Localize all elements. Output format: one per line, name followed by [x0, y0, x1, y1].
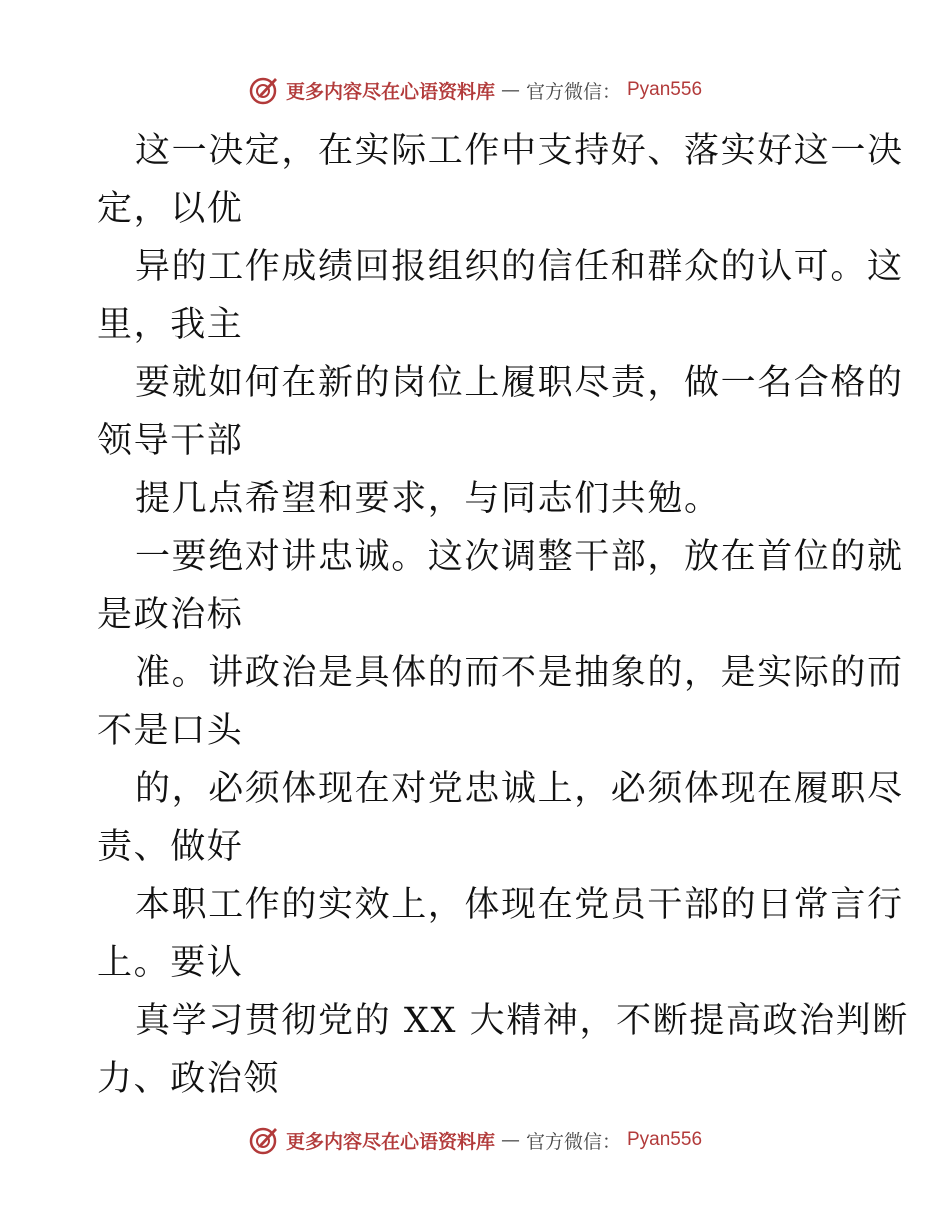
- document-body: [97, 122, 909, 1108]
- paragraph-line-2: 不是口头: [97, 711, 244, 751]
- footer-dash: —: [500, 1129, 520, 1151]
- paragraph: [97, 470, 857, 528]
- paragraph-line-1: 一要绝对讲忠诚。这次调整干部，放在首位的就: [135, 537, 904, 577]
- paragraph-line-1: 异的工作成绩回报组织的信任和群众的认可。这: [135, 247, 904, 287]
- paragraph-line-1: 真学习贯彻党的 XX 大精神，不断提高政治判断: [135, 1001, 909, 1041]
- paragraph: [97, 238, 904, 354]
- paragraph-line-2: 责、做好: [97, 827, 244, 867]
- header-dash: —: [500, 79, 520, 101]
- paragraph: [97, 644, 904, 760]
- paragraph-line-2: 上。要认: [97, 943, 244, 983]
- header-wechat-label: 官方微信：: [525, 80, 621, 103]
- header-site-name: 更多内容尽在心语资料库: [285, 80, 495, 103]
- footer-site-name: 更多内容尽在心语资料库: [285, 1130, 495, 1153]
- paragraph: [97, 122, 904, 238]
- paragraph-line-1: 提几点希望和要求，与同志们共勉。: [135, 479, 721, 519]
- paragraph-line-1: 准。讲政治是具体的而不是抽象的，是实际的而: [135, 653, 904, 693]
- paragraph: [97, 528, 904, 644]
- paragraph-line-2: 是政治标: [97, 595, 244, 635]
- paragraph: [97, 876, 904, 992]
- paragraph: [97, 992, 909, 1108]
- paragraph-line-1: 本职工作的实效上，体现在党员干部的日常言行: [135, 885, 904, 925]
- header-wechat-id: Pyan556: [627, 79, 703, 100]
- footer-wechat-label: 官方微信：: [525, 1130, 621, 1153]
- header-watermark-banner: [0, 70, 950, 110]
- paragraph-line-1: 要就如何在新的岗位上履职尽责，做一名合格的: [135, 363, 904, 403]
- paragraph-line-2: 力、政治领: [97, 1059, 281, 1099]
- paragraph-line-2: 定，以优: [97, 189, 244, 229]
- paragraph-line-2: 领导干部: [97, 421, 244, 461]
- paragraph: [97, 354, 904, 470]
- paragraph-line-1: 的，必须体现在对党忠诚上，必须体现在履职尽: [135, 769, 904, 809]
- footer-wechat-id: Pyan556: [627, 1129, 703, 1150]
- quill-logo-icon: [248, 1124, 280, 1156]
- quill-logo-icon: [248, 74, 280, 106]
- paragraph-line-2: 里，我主: [97, 305, 244, 345]
- paragraph: [97, 760, 904, 876]
- footer-watermark-banner: [0, 1120, 950, 1160]
- paragraph-line-1: 这一决定，在实际工作中支持好、落实好这一决: [135, 131, 904, 171]
